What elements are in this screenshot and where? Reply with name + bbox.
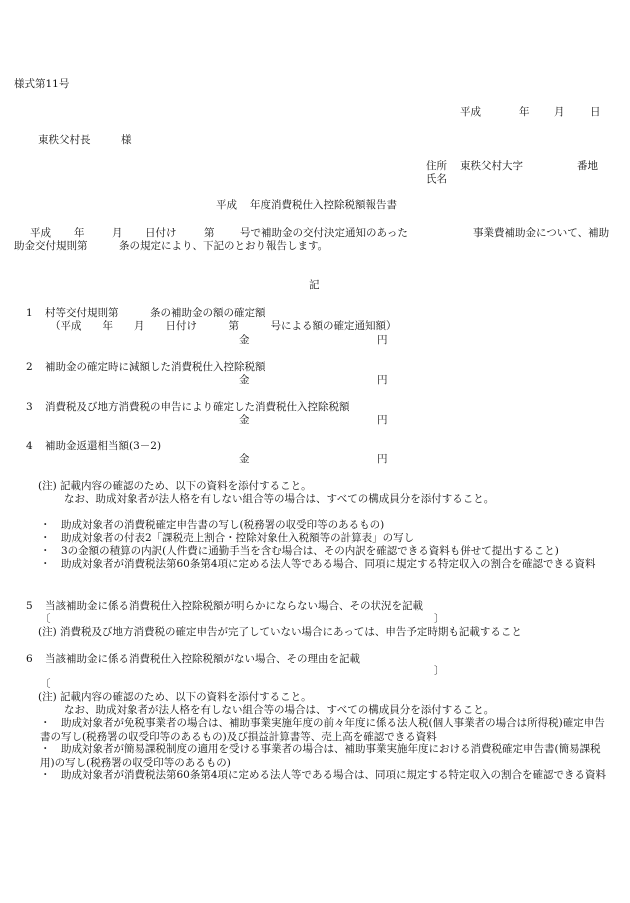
item-title: 消費税及び地方消費税の申告により確定した消費税仕入控除税額 [45,401,350,413]
item-number: 4 [26,440,33,452]
date-month-unit: 月 [554,106,565,118]
note-line: (注) 記載内容の確認のため、以下の資料を添付すること。 [38,691,312,703]
item-title: 補助金返還相当額(3－2) [45,440,162,452]
list-item: ・ 助成対象者が消費税法第60条第4項に定める法人等である場合は、同項に規定する特定収入の割合を確認できる資料 [40,769,607,781]
amount-yen: 円 [377,334,388,346]
open-bracket: 〔 [40,613,51,625]
intro-dai: 第 [204,227,215,239]
amount-yen: 円 [377,414,388,426]
note-line: なお、助成対象者が法人格を有しない組合等の場合は、すべての構成員分を添付すること。 [64,704,495,716]
item-number: 3 [26,401,33,413]
ki-heading: 記 [309,279,320,291]
close-bracket: 〕 [434,613,445,625]
intro-year: 年 [74,227,85,239]
amount-kin: 金 [239,334,250,346]
item-title: 村等交付規則第 条の補助金の額の確定額 [45,307,266,319]
address-label: 住所 [426,160,447,172]
item-number: 5 [26,600,33,612]
title-era: 平成 [216,199,237,211]
item-number: 2 [26,361,33,373]
close-bracket: 〕 [434,665,445,677]
date-day-unit: 日 [590,106,601,118]
intro-era: 平成 [30,227,51,239]
list-item: ・ 3の金額の積算の内訳(人件費に通勤手当を含む場合は、その内訳を確認できる資料も併せて提出すること) [40,545,559,557]
form-number: 様式第11号 [14,78,70,90]
date-era: 平成 [460,106,481,118]
intro-line2: 助金交付規則第 条の規定により、下記のとおり報告します。 [14,240,329,252]
addressee-honorific: 様 [121,134,132,146]
note-line: なお、助成対象者が法人格を有しない組合等の場合は、すべての構成員分を添付すること。 [64,493,495,505]
address-suffix: 番地 [577,160,598,172]
item-title: 当該補助金に係る消費税仕入控除税額がない場合、その理由を記載 [45,653,360,665]
intro-subsidy: 事業費補助金について、補助 [473,227,610,239]
amount-yen: 円 [377,453,388,465]
name-label: 氏名 [426,173,447,185]
intro-month: 月 [112,227,123,239]
note-line: (注) 消費税及び地方消費税の確定申告が完了していない場合にあっては、申告予定時期も記載すること [38,626,522,638]
item-subtitle: （平成 年 月 日付け 第 号による額の確定通知額） [50,320,397,332]
amount-kin: 金 [239,374,250,386]
list-item: ・ 助成対象者の消費税確定申告書の写し(税務署の収受印等のあるもの) [40,519,385,531]
amount-yen: 円 [377,374,388,386]
list-item: ・ 助成対象者が簡易課税制度の適用を受ける事業者の場合は、補助事業実施年度における消費税確定申告書(簡易課税用)の写し(税務署の収受印等のあるもの) [40,743,601,769]
date-year-unit: 年 [519,106,530,118]
open-bracket: 〔 [40,678,51,690]
intro-day: 日付け [145,227,177,239]
note-line: (注) 記載内容の確認のため、以下の資料を添付すること。 [38,480,312,492]
item-title: 補助金の確定時に減額した消費税仕入控除税額 [45,361,266,373]
item-title: 当該補助金に係る消費税仕入控除税額が明らかにならない場合、その状況を記載 [45,600,423,612]
intro-rest: 号で補助金の交付決定通知のあった [240,227,408,239]
amount-kin: 金 [239,453,250,465]
list-item: ・ 助成対象者が免税事業者の場合は、補助事業実施年度の前々年度に係る法人税(個人事業者の場合は所得税)確定申告書の写し(税務署の収受印等のあるもの)及び損益計算書等、売上高を確認できる資料 [40,717,605,743]
title-text: 年度消費税仕入控除税額報告書 [250,199,397,211]
address-value: 東秩父村大字 [460,160,523,172]
addressee-name: 東秩父村長 [38,134,91,146]
amount-kin: 金 [239,414,250,426]
item-number: 6 [26,653,33,665]
list-item: ・ 助成対象者が消費税法第60条第4項に定める法人等である場合、同項に規定する特定収入の割合を確認できる資料 [40,558,596,570]
item-number: 1 [26,307,33,319]
list-item: ・ 助成対象者の付表2「課税売上割合・控除対象仕入税額等の計算表」の写し [40,532,415,544]
